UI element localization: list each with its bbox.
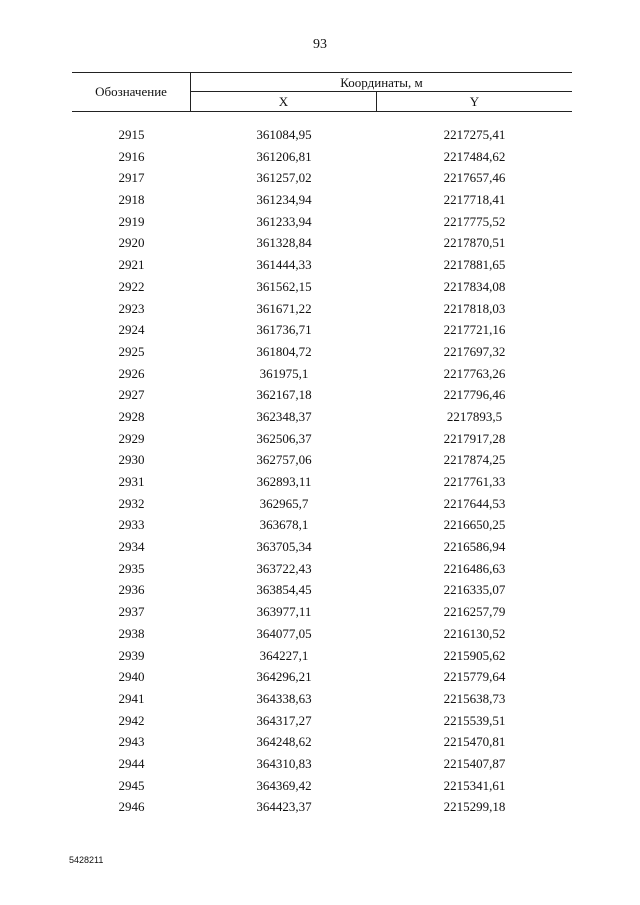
cell-designation: 2929: [118, 430, 145, 446]
cell-y: 2217761,33: [443, 474, 506, 489]
table-row: [72, 471, 572, 493]
cell-y: 2217718,41: [443, 192, 506, 208]
cell-designation: 2943: [118, 734, 145, 750]
header-x: X: [191, 92, 377, 111]
table-row: [72, 276, 572, 298]
cell-y: 2216486,63: [443, 560, 506, 576]
cell-y: 2217881,65: [443, 257, 506, 273]
table-row: [72, 514, 572, 536]
cell-x: 361234,94: [256, 192, 312, 208]
cell-x: 361257,02: [256, 170, 312, 186]
cell-x: 362167,18: [256, 387, 312, 403]
table-row: [72, 406, 572, 428]
cell-y: 2216586,94: [443, 539, 506, 555]
cell-y: 2217275,41: [443, 127, 506, 142]
table-row: [72, 536, 572, 558]
cell-y: 2217893,5: [446, 408, 503, 424]
cell-designation: 2924: [118, 322, 145, 338]
cell-designation: 2923: [118, 300, 145, 316]
cell-x: 361084,95: [256, 127, 312, 142]
cell-y: 2216650,25: [443, 517, 506, 533]
table-row: [72, 645, 572, 667]
cell-x: 364423,37: [256, 799, 312, 815]
cell-x: 364296,21: [256, 669, 312, 685]
table-row: [72, 254, 572, 276]
cell-x: 363854,45: [256, 582, 312, 598]
cell-designation: 2946: [118, 799, 145, 815]
cell-designation: 2918: [118, 192, 145, 208]
table-row: [72, 623, 572, 645]
cell-y: 2215407,87: [443, 755, 506, 771]
cell-y: 2217834,08: [443, 278, 506, 294]
cell-designation: 2940: [118, 669, 145, 685]
cell-x: 364369,42: [256, 777, 312, 793]
cell-y: 2217697,32: [443, 343, 506, 359]
cell-designation: 2939: [118, 647, 145, 663]
cell-designation: 2916: [118, 148, 145, 164]
cell-x: 363705,34: [256, 539, 312, 555]
cell-y: 2215539,51: [443, 712, 506, 728]
table-row: [72, 167, 572, 189]
header-coordinates: Координаты, м: [191, 73, 572, 92]
cell-designation: 2928: [118, 408, 145, 424]
cell-y: 2217870,51: [443, 235, 506, 251]
cell-x: 363678,1: [259, 517, 309, 533]
cell-y: 2217721,16: [443, 322, 506, 338]
cell-designation: 2930: [118, 452, 145, 468]
cell-x: 364310,83: [256, 755, 312, 771]
header-designation: Обозначение: [72, 73, 191, 111]
table-body: [72, 124, 572, 818]
cell-y: 2215779,64: [443, 669, 506, 685]
cell-x: 364077,05: [256, 625, 312, 641]
cell-designation: 2932: [118, 495, 145, 511]
cell-y: 2217763,26: [443, 365, 506, 381]
cell-x: 364338,63: [256, 690, 312, 706]
cell-x: 364248,62: [256, 734, 312, 750]
cell-designation: 2938: [118, 625, 145, 641]
table-row: [72, 319, 572, 341]
table-row: [72, 211, 572, 233]
footer-code: 5428211: [69, 855, 104, 865]
cell-designation: 2944: [118, 755, 145, 771]
cell-y: 2217484,62: [443, 148, 506, 164]
table-row: [72, 666, 572, 688]
table-row: [72, 146, 572, 168]
cell-designation: 2937: [118, 604, 145, 620]
cell-designation: 2921: [118, 257, 145, 273]
table-row: [72, 341, 572, 363]
cell-designation: 2925: [118, 343, 145, 359]
cell-y: 2217874,25: [443, 452, 506, 468]
table-row: [72, 428, 572, 450]
table-row: [72, 298, 572, 320]
cell-x: 364317,27: [256, 712, 312, 728]
cell-y: 2215638,73: [443, 690, 506, 706]
cell-designation: 2936: [118, 582, 145, 598]
table-row: [72, 796, 572, 818]
cell-x: 361233,94: [256, 213, 312, 229]
cell-y: 2217775,52: [443, 213, 506, 229]
table-row: [72, 601, 572, 623]
cell-y: 2215905,62: [443, 647, 506, 663]
cell-x: 361804,72: [256, 343, 312, 359]
cell-designation: 2919: [118, 213, 145, 229]
table-row: [72, 384, 572, 406]
table-row: [72, 775, 572, 797]
cell-designation: 2935: [118, 560, 145, 576]
table-header: [72, 72, 572, 112]
cell-y: 2215299,18: [443, 799, 506, 815]
cell-designation: 2945: [118, 777, 145, 793]
table-row: [72, 449, 572, 471]
cell-designation: 2933: [118, 517, 145, 533]
cell-y: 2216257,79: [443, 604, 506, 620]
cell-designation: 2926: [118, 365, 145, 381]
table-row: [72, 753, 572, 775]
cell-y: 2217917,28: [443, 430, 506, 446]
cell-x: 361562,15: [256, 278, 312, 294]
cell-designation: 2922: [118, 278, 145, 294]
cell-designation: 2931: [118, 474, 145, 489]
cell-y: 2217818,03: [443, 300, 506, 316]
cell-designation: 2920: [118, 235, 145, 251]
page-number: 93: [313, 37, 327, 52]
table-row: [72, 124, 572, 146]
cell-y: 2217644,53: [443, 495, 506, 511]
cell-designation: 2941: [118, 690, 145, 706]
cell-y: 2215341,61: [443, 777, 506, 793]
cell-y: 2217657,46: [443, 170, 506, 186]
table-row: [72, 189, 572, 211]
cell-x: 363977,11: [256, 604, 312, 620]
table-row: [72, 688, 572, 710]
cell-x: 362348,37: [256, 408, 312, 424]
cell-x: 364227,1: [259, 647, 309, 663]
cell-y: 2215470,81: [443, 734, 506, 750]
cell-designation: 2915: [118, 127, 145, 142]
cell-y: 2216130,52: [443, 625, 506, 641]
cell-x: 361206,81: [256, 148, 312, 164]
cell-designation: 2934: [118, 539, 145, 555]
cell-x: 362893,11: [256, 474, 312, 489]
table-row: [72, 232, 572, 254]
cell-x: 361671,22: [256, 300, 312, 316]
cell-x: 362506,37: [256, 430, 312, 446]
cell-x: 361444,33: [256, 257, 312, 273]
cell-y: 2217796,46: [443, 387, 506, 403]
table-row: [72, 731, 572, 753]
cell-x: 362965,7: [259, 495, 309, 511]
cell-x: 361328,84: [256, 235, 312, 251]
table-row: [72, 579, 572, 601]
table-row: [72, 710, 572, 732]
cell-designation: 2927: [118, 387, 145, 403]
table-row: [72, 363, 572, 385]
cell-x: 363722,43: [256, 560, 312, 576]
table-row: [72, 493, 572, 515]
cell-designation: 2917: [118, 170, 145, 186]
table-row: [72, 558, 572, 580]
cell-x: 361736,71: [256, 322, 312, 338]
header-y: Y: [469, 94, 480, 109]
cell-designation: 2942: [118, 712, 145, 728]
cell-x: 362757,06: [256, 452, 312, 468]
cell-x: 361975,1: [259, 365, 309, 381]
cell-y: 2216335,07: [443, 582, 506, 598]
